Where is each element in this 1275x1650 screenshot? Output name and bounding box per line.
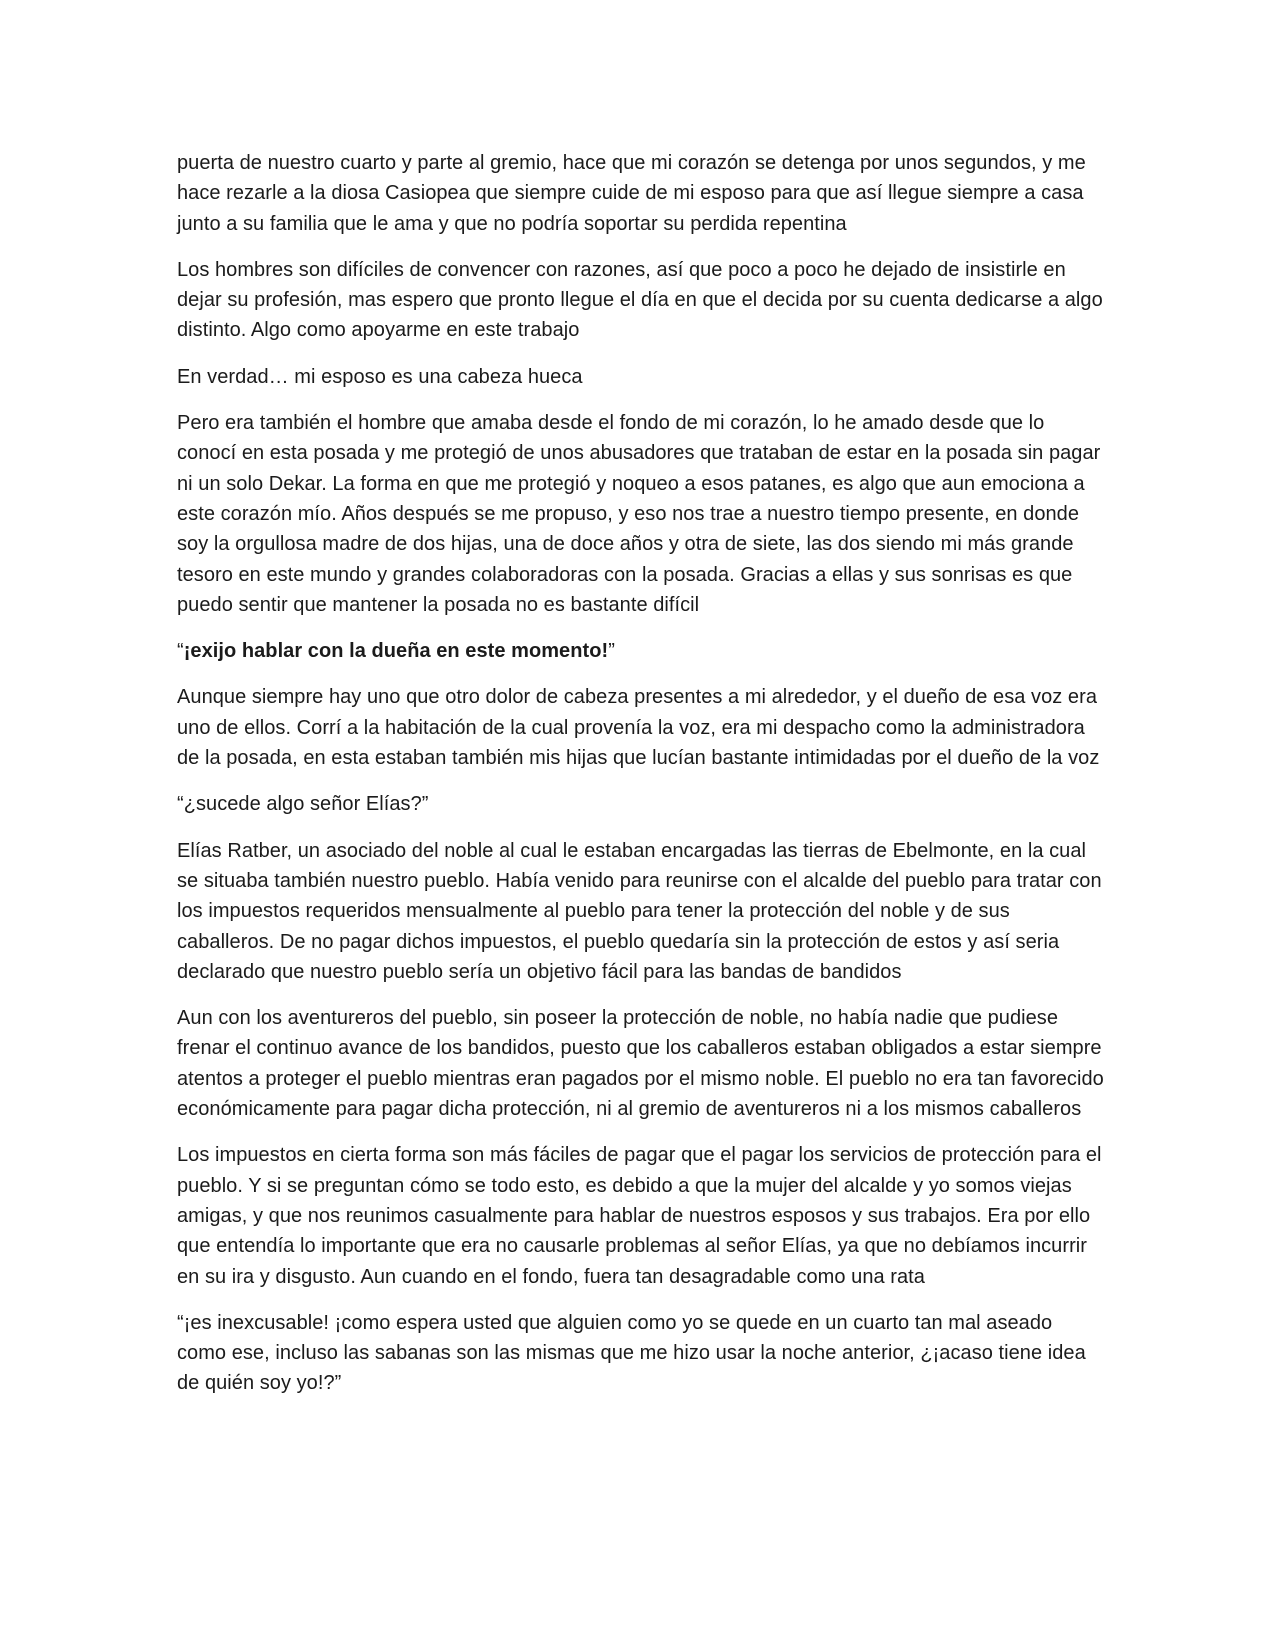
paragraph-1: puerta de nuestro cuarto y parte al gremio, hace que mi corazón se detenga por unos segundos, y me hace rezarle a la diosa Casiopea que siempre cuide de mi esposo para que así llegue siempre a casa junto a su familia que le ama y que no podría soportar su perdida repentina — [177, 152, 1086, 235]
paragraph-4: Pero era también el hombre que amaba desde el fondo de mi corazón, lo he amado desde que lo conocí en esta posada y me protegió de unos abusadores que trataban de estar en la posada sin pagar ni un solo Dekar. La forma en que me protegió y noqueo a esos patanes, es algo que aun emociona a este corazón mío. Años después se me propuso, y eso nos trae a nuestro tiempo presente, en donde soy la orgullosa madre de dos hijas, una de doce años y otra de siete, las dos siendo mi más grande tesoro en este mundo y grandes colaboradoras con la posada. Gracias a ellas y sus sonrisas es que puedo sentir que mantener la posada no es bastante difícil — [177, 412, 1101, 616]
quote-close-mark: ” — [608, 640, 615, 663]
paragraph-8: Aun con los aventureros del pueblo, sin poseer la protección de noble, no había nadie que pudiese frenar el continuo avance de los bandidos, puesto que los caballeros estaban obligados a estar siempre atentos a proteger el pueblo mientras eran pagados por el mismo noble. El pueblo no era tan favorecido económicamente para pagar dicha protección, ni al gremio de aventureros ni a los mismos caballeros — [177, 1007, 1104, 1121]
paragraph-2: Los hombres son difíciles de convencer con razones, así que poco a poco he dejado de insistirle en dejar su profesión, mas espero que pronto llegue el día en que el decida por su cuenta dedicarse a algo distinto. Algo como apoyarme en este trabajo — [177, 258, 1103, 342]
paragraph-10: “¡es inexcusable! ¡como espera usted que alguien como yo se quede en un cuarto tan mal aseado como ese, incluso las sabanas son las mismas que me hizo usar la noche anterior, ¿¡acaso tiene idea de quién soy yo!?” — [177, 1311, 1086, 1395]
paragraph-3: En verdad… mi esposo es una cabeza hueca — [177, 365, 583, 388]
document-body — [177, 148, 1105, 1415]
paragraph-6: “¿sucede algo señor Elías?” — [177, 793, 429, 816]
paragraph-5: Aunque siempre hay uno que otro dolor de cabeza presentes a mi alrededor, y el dueño de esa voz era uno de ellos. Corrí a la habitación de la cual provenía la voz, era mi despacho como la administradora de la posada, en esta estaban también mis hijas que lucían bastante intimidadas por el dueño de la voz — [177, 686, 1100, 770]
paragraph-9: Los impuestos en cierta forma son más fáciles de pagar que el pagar los servicios de protección para el pueblo. Y si se preguntan cómo se todo esto, es debido a que la mujer del alcalde y yo somos viejas amigas, y que nos reunimos casualmente para hablar de nuestros esposos y sus trabajos. Era por ello que entendía lo importante que era no causarle problemas al señor Elías, ya que no debíamos incurrir en su ira y disgusto. Aun cuando en el fondo, fuera tan desagradable como una rata — [177, 1144, 1102, 1288]
bold-quote-text: ¡exijo hablar con la dueña en este momento! — [183, 640, 609, 663]
bold-quote-paragraph — [177, 636, 1105, 666]
paragraph-7: Elías Ratber, un asociado del noble al cual le estaban encargadas las tierras de Ebelmonte, en la cual se situaba también nuestro pueblo. Había venido para reunirse con el alcalde del pueblo para tratar con los impuestos requeridos mensualmente al pueblo para tener la protección del noble y de sus caballeros. De no pagar dichos impuestos, el pueblo quedaría sin la protección de estos y así seria declarado que nuestro pueblo sería un objetivo fácil para las bandas de bandidos — [177, 839, 1102, 983]
quote-open-mark: “ — [177, 640, 184, 663]
